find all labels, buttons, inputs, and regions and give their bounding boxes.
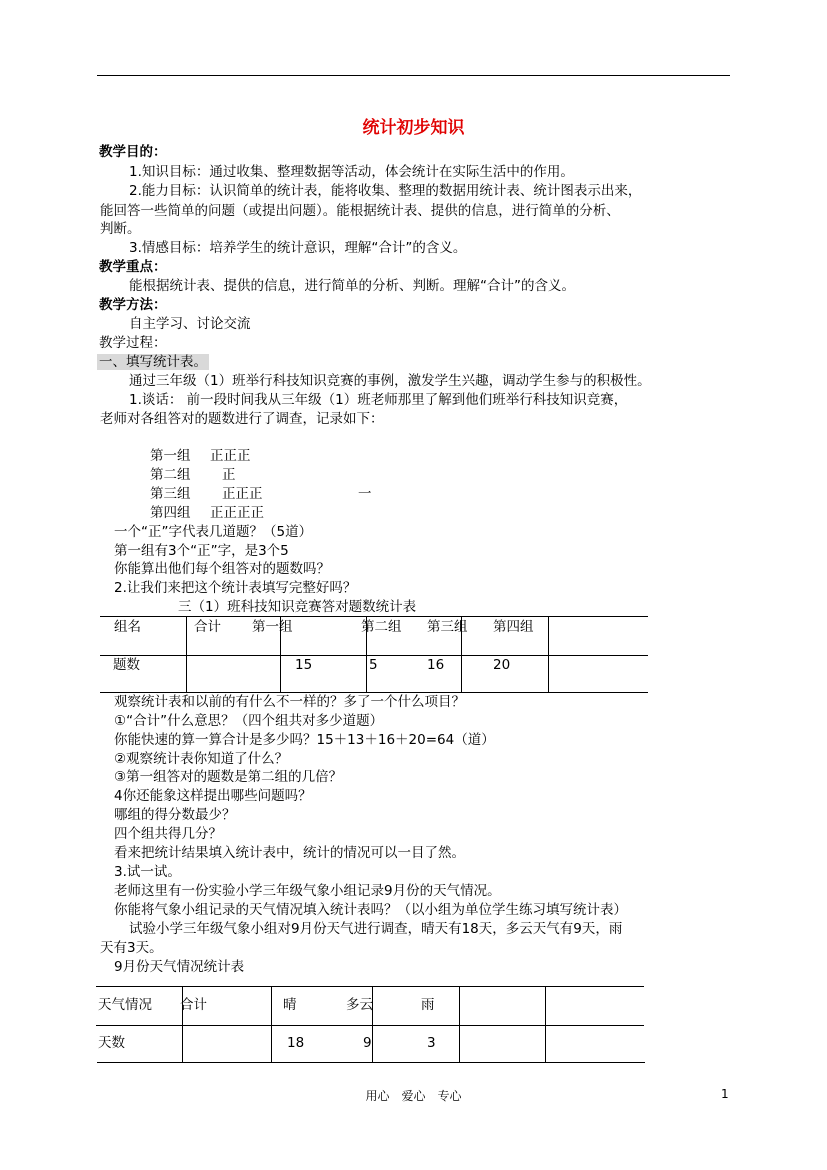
weather-line-1: 试验小学三年级气象小组对9月份天气进行调查，晴天有18天，多云天气有9天，雨 <box>129 921 623 937</box>
question2-7: 哪组的得分数最少？ <box>114 807 236 823</box>
page-title: 统计初步知识 <box>362 118 465 138</box>
page-footer: 用心 爱心 专心 <box>365 1089 462 1103</box>
question2-12: 你能将气象小组记录的天气情况填入统计表吗？（以小组为单位学生练习填写统计表） <box>114 902 627 918</box>
tally-marks-3: 正正正 <box>222 486 263 502</box>
talk-line-2: 老师对各组答对的题数进行了调查，记录如下： <box>100 411 384 427</box>
objective-2-end: 判断。 <box>100 221 141 237</box>
method-text: 自主学习、讨论交流 <box>129 316 251 332</box>
question-1: 一个“正”字代表几道题？（5道） <box>114 524 313 540</box>
table2-caption: 9月份天气情况统计表 <box>114 959 245 975</box>
tally-group-2: 第二组 <box>150 467 191 483</box>
table1-value: 15 <box>295 657 313 673</box>
tally-marks-4: 正正正正 <box>210 505 264 521</box>
question2-8: 四个组共得几分？ <box>114 826 222 842</box>
table2-header-cell: 晴 <box>283 997 297 1013</box>
question2-6: 4你还能象这样提出哪些问题吗？ <box>114 788 312 804</box>
header-rule <box>97 75 730 76</box>
question-3: 你能算出他们每个组答对的题数吗？ <box>114 561 330 577</box>
question2-3: 你能快速的算一算合计是多少吗？15＋13＋16＋20=64（道） <box>114 732 495 748</box>
objective-1: 1.知识目标：通过收集、整理数据等活动，体会统计在实际生活中的作用。 <box>129 164 574 180</box>
focus-text: 能根据统计表、提供的信息，进行简单的分析、判断。理解“合计”的含义。 <box>129 278 575 294</box>
question2-10: 3.试一试。 <box>114 864 181 880</box>
objectives-heading: 教学目的： <box>99 144 167 160</box>
tally-marks-2: 正 <box>222 467 236 483</box>
tally-group-1: 第一组 <box>150 448 191 464</box>
tally-group-3: 第三组 <box>150 486 191 502</box>
focus-heading: 教学重点： <box>99 259 167 275</box>
question-4: 2.让我们来把这个统计表填写完整好吗？ <box>114 580 357 596</box>
table2-header-cell: 雨 <box>421 997 435 1013</box>
tally-extra-3: 一 <box>358 486 372 502</box>
table1-header-cell: 第一组 <box>252 619 293 635</box>
question2-9: 看来把统计结果填入统计表中，统计的情况可以一目了然。 <box>114 845 465 861</box>
tally-group-4: 第四组 <box>150 505 191 521</box>
page-number: 1 <box>721 1087 729 1101</box>
objective-3: 3.情感目标：培养学生的统计意识，理解“合计”的含义。 <box>129 240 467 256</box>
footer-rule <box>97 1062 645 1063</box>
table1-header-cell: 第二组 <box>361 619 402 635</box>
table2-value: 9 <box>363 1035 372 1051</box>
table2-value: 3 <box>427 1035 436 1051</box>
question2-4: ②观察统计表你知道了什么？ <box>114 751 289 767</box>
table1-row-label: 题数 <box>113 657 140 673</box>
table1-value: 20 <box>493 657 511 673</box>
table1-header-cell: 第四组 <box>493 619 534 635</box>
table2-header-cell: 多云 <box>346 997 373 1013</box>
objective-2: 2.能力目标：认识简单的统计表，能将收集、整理的数据用统计表、统计图表示出来， <box>129 183 642 199</box>
tally-marks-1: 正正正 <box>210 448 251 464</box>
table2-value: 18 <box>287 1035 305 1051</box>
table1-header-cell: 合计 <box>194 619 221 635</box>
question2-1: 观察统计表和以前的有什么不一样的？多了一个什么项目？ <box>114 694 465 710</box>
table2-header-cell: 天气情况 <box>98 997 152 1013</box>
table1-header-cell: 第三组 <box>427 619 468 635</box>
table1-value: 16 <box>427 657 445 673</box>
question-2: 第一组有3个“正”字，是3个5 <box>114 543 289 559</box>
table1-header-cell: 组名 <box>114 619 141 635</box>
talk-line-1: 1.谈话： 前一段时间我从三年级（1）班老师那里了解到他们班举行科技知识竞赛， <box>129 392 628 408</box>
question2-5: ③第一组答对的题数是第二组的几倍？ <box>114 769 343 785</box>
table1-caption: 三（1）班科技知识竞赛答对题数统计表 <box>178 599 417 615</box>
section-1-heading: 一、填写统计表。 <box>99 354 207 370</box>
process-heading: 教学过程： <box>99 335 167 351</box>
table2-row-label: 天数 <box>98 1035 125 1051</box>
table2-header-cell: 合计 <box>180 997 207 1013</box>
weather-line-2: 天有3天。 <box>100 940 163 956</box>
intro-text: 通过三年级（1）班举行科技知识竞赛的事例，激发学生兴趣，调动学生参与的积极性。 <box>129 373 651 389</box>
method-heading: 教学方法： <box>99 297 167 313</box>
objective-2-cont: 能回答一些简单的问题（或提出问题）。能根据统计表、提供的信息，进行简单的分析、 <box>100 203 620 219</box>
question2-2: ①“合计”什么意思？（四个组共对多少道题） <box>114 713 384 729</box>
question2-11: 老师这里有一份实验小学三年级气象小组记录9月份的天气情况。 <box>114 883 501 899</box>
table1-value: 5 <box>369 657 378 673</box>
